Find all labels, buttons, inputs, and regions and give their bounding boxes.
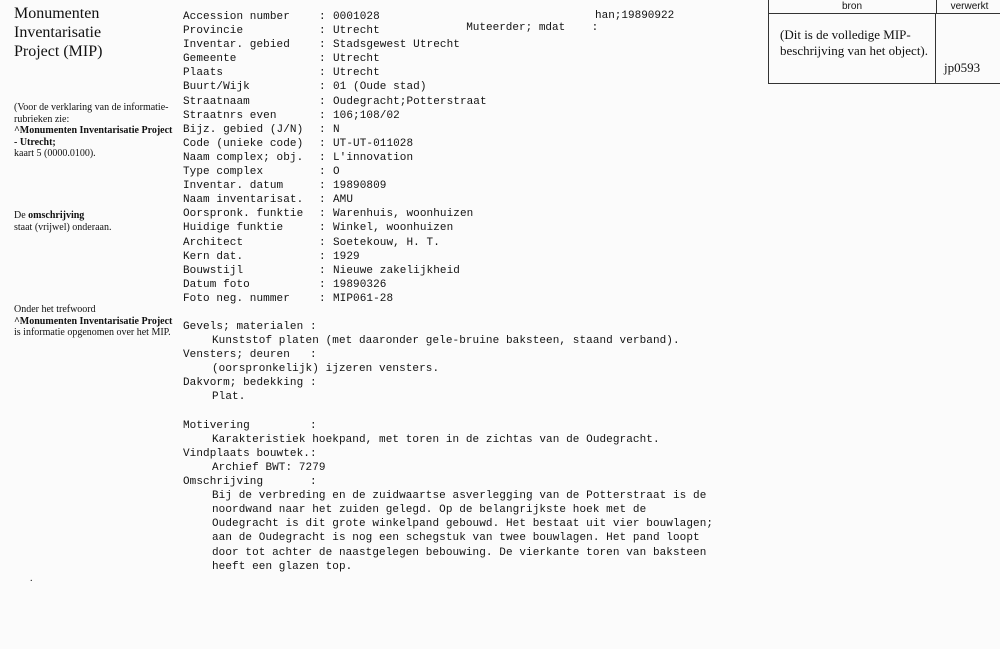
section-label: Omschrijving : xyxy=(183,476,317,489)
field-row: Straatnaam : Oudegracht;Potterstraat xyxy=(183,95,487,108)
section-label: Gevels; materialen : xyxy=(183,321,317,333)
section-text: Archief BWT: 7279 xyxy=(212,461,326,474)
field-row: Datum foto : 19890326 xyxy=(183,278,387,291)
description-line: noordwand naar het zuiden gelegd. Op de belangrijkste hoek met de xyxy=(212,504,647,517)
section-label: Vensters; deuren : xyxy=(183,349,317,362)
field-row: Naam complex; obj. : L'innovation xyxy=(183,151,414,164)
reference-link: ^Monumenten Inventarisatie Project xyxy=(14,315,173,327)
field-row: Huidige funktie : Winkel, woonhuizen xyxy=(183,222,454,235)
field-row: Type complex : O xyxy=(183,166,340,179)
section-text: Karakteristiek hoekpand, met toren in de zichtas van de Oudegracht. xyxy=(212,433,660,446)
section-text: (oorspronkelijk) ijzeren vensters. xyxy=(212,363,440,376)
source-box xyxy=(768,0,1000,84)
sidebar-note-description: De omschrijving staat (vrijwel) onderaan. xyxy=(14,210,112,233)
title-line: Inventarisatie xyxy=(14,24,102,41)
description-line: door tot achter de naastgelegen bebouwing. De vierkante toren van baksteen xyxy=(212,546,707,559)
field-row: Accession number : 0001028 xyxy=(183,11,380,23)
field-row: Kern dat. : 1929 xyxy=(183,250,360,263)
field-row: Bijz. gebied (J/N) : N xyxy=(183,123,340,136)
mutation-label: Muteerder; mdat : xyxy=(466,22,599,34)
reference-link: ^Monumenten Inventarisatie Project - Utrecht; xyxy=(14,125,173,148)
field-row: Code (unieke code) : UT-UT-011028 xyxy=(183,137,414,150)
document-title xyxy=(14,4,102,61)
mutation-value: han;19890922 xyxy=(595,10,675,22)
field-row: Plaats : Utrecht xyxy=(183,67,380,80)
section-text: Plat. xyxy=(212,391,246,404)
bron-header: bron xyxy=(769,0,935,14)
field-row: Bouwstijl : Nieuwe zakelijkheid xyxy=(183,264,460,277)
description-line: Bij de verbreding en de zuidwaartse asverlegging van de Potterstraat is de xyxy=(212,490,707,503)
column-divider xyxy=(935,13,936,83)
title-line: Monumenten xyxy=(14,5,100,22)
field-row: Inventar. gebied : Stadsgewest Utrecht xyxy=(183,39,460,52)
description-line: heeft een glazen top. xyxy=(212,560,353,573)
field-row: Inventar. datum : 19890809 xyxy=(183,180,387,193)
field-row: Oorspronk. funktie : Warenhuis, woonhuizen xyxy=(183,208,474,221)
sidebar-note-keyword: Onder het trefwoord ^Monumenten Inventarisatie Project is informatie opgenomen over het MIP. xyxy=(14,304,173,338)
section-label: Vindplaats bouwtek.: xyxy=(183,447,317,460)
description-section xyxy=(183,320,713,574)
record-fields xyxy=(183,10,487,306)
description-line: Oudegracht is dit grote winkelpand gebouwd. Het bestaat uit vier bouwlagen; xyxy=(212,518,714,531)
section-label: Motivering : xyxy=(183,419,317,432)
field-row: Straatnrs even : 106;108/02 xyxy=(183,109,400,122)
field-row: Provincie : Utrecht xyxy=(183,25,380,38)
sidebar-note-explanation: (Voor de verklaring van de informatie-rubrieken zie: ^Monumenten Inventarisatie Project - Utrecht; kaart 5 (0000.0100). xyxy=(14,102,173,159)
field-row: Buurt/Wijk : 01 (Oude stad) xyxy=(183,81,427,94)
title-line: Project (MIP) xyxy=(14,43,103,60)
field-row: Foto neg. nummer : MIP061-28 xyxy=(183,292,394,305)
stray-mark: . xyxy=(30,573,33,584)
field-row: Naam inventarisat. : AMU xyxy=(183,194,354,207)
description-line: aan de Oudegracht is nog een schegstuk van twee bouwlagen. Het pand loopt xyxy=(212,532,700,545)
verwerkt-header: verwerkt xyxy=(936,0,1000,14)
section-label: Dakvorm; bedekking : xyxy=(183,377,317,390)
section-text: Kunststof platen (met daaronder gele-bruine baksteen, staand verband). xyxy=(212,335,680,348)
verwerkt-text: jp0593 xyxy=(944,60,981,75)
field-row: Gemeente : Utrecht xyxy=(183,53,380,66)
bron-text: (Dit is de volledige MIP-beschrijving van het object). xyxy=(780,27,929,58)
field-row: Architect : Soetekouw, H. T. xyxy=(183,236,440,249)
